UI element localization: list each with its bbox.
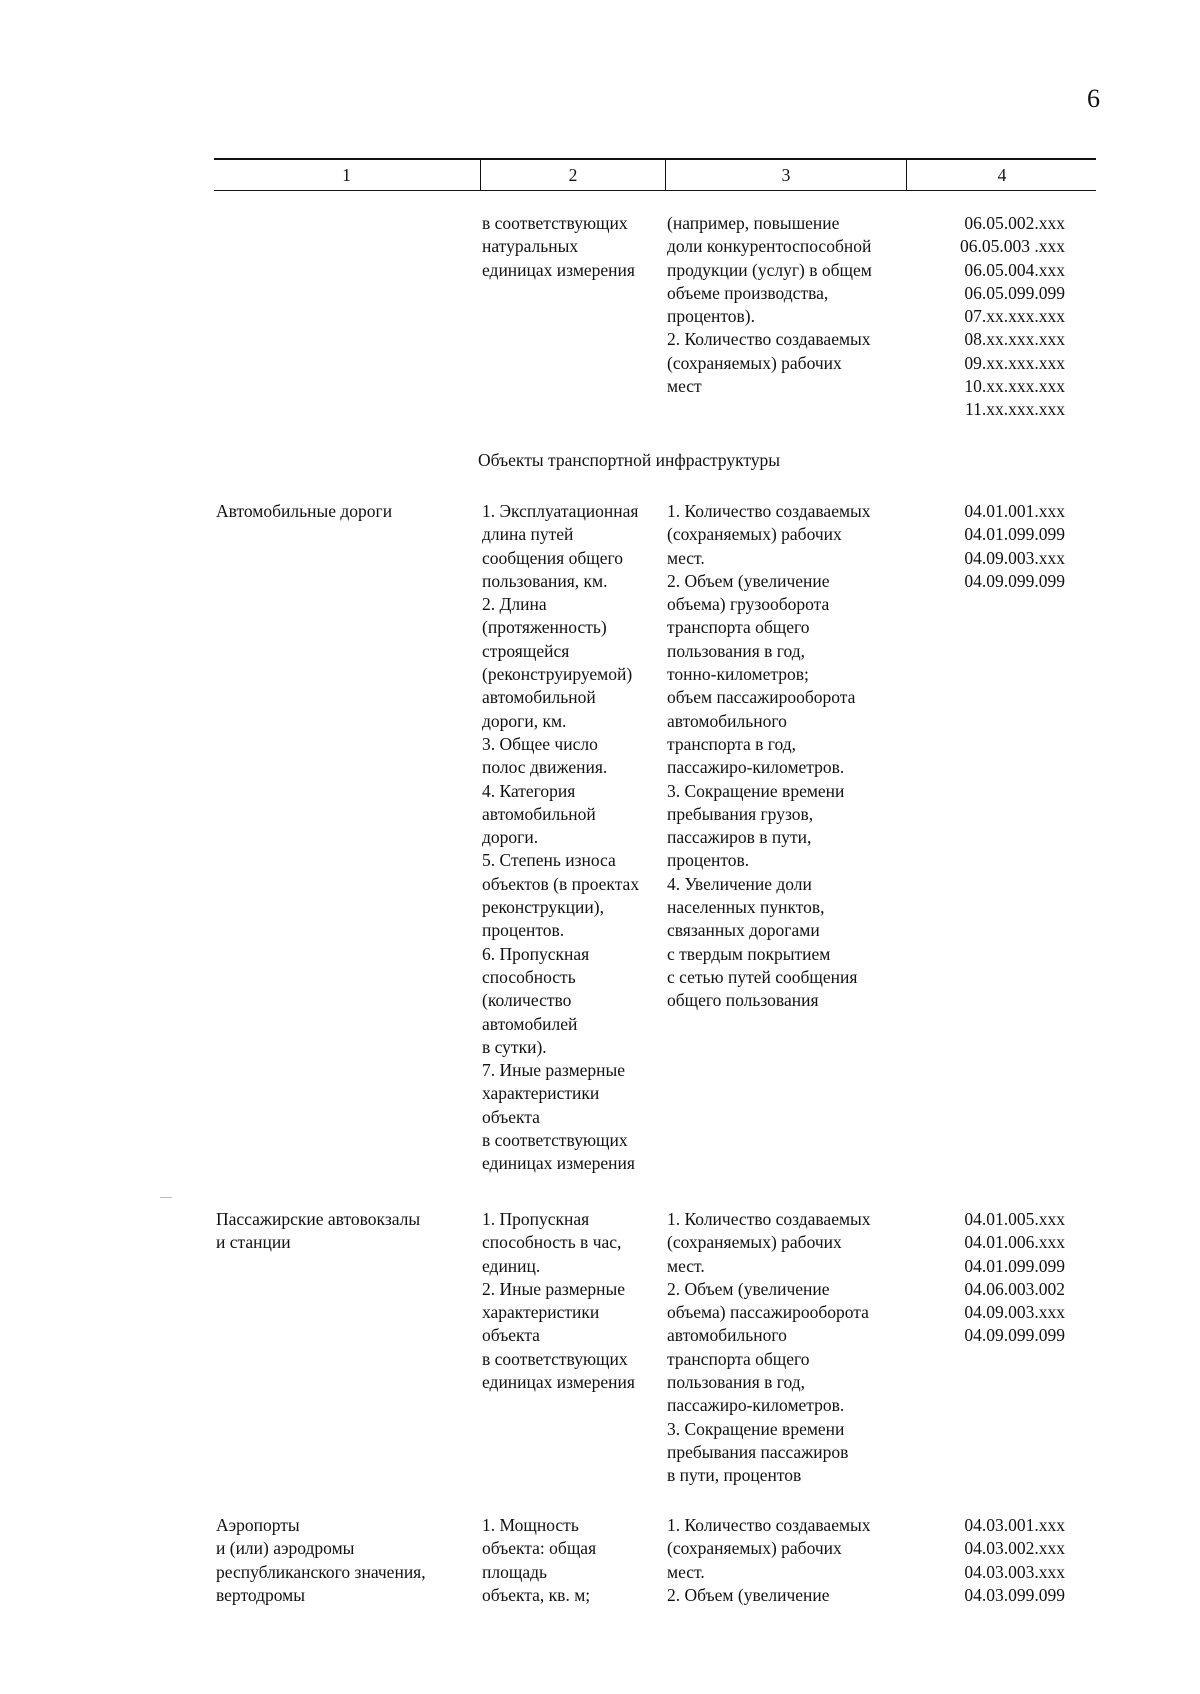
text-line: (протяженность) — [482, 617, 607, 638]
roads-object-type — [216, 500, 466, 523]
roads-effects — [667, 500, 907, 1013]
text-line: дороги. — [482, 827, 539, 848]
text-line: дороги, км. — [482, 710, 567, 731]
text-line: (количество — [482, 990, 572, 1011]
text-line: связанных дорогами — [667, 920, 820, 941]
text-line: 04.03.003.xxx — [964, 1561, 1065, 1582]
text-line: 2. Объем (увеличение — [667, 570, 830, 591]
text-line: 2. Объем (увеличение — [667, 1278, 830, 1299]
text-line: 04.09.003.xxx — [964, 547, 1065, 568]
text-line: мест. — [667, 1255, 705, 1276]
text-line: пассажиро-километров. — [667, 757, 845, 778]
text-line: транспорта в год, — [667, 733, 797, 754]
text-line: в соответствующих — [482, 213, 628, 233]
airports-codes — [915, 1514, 1065, 1607]
airports-object-type — [216, 1514, 466, 1607]
text-line: длина путей — [482, 524, 574, 545]
text-line: объекта: общая — [482, 1538, 597, 1559]
text-line: 7. Иные размерные — [482, 1060, 626, 1081]
text-line: пассажиров в пути, — [667, 827, 812, 848]
stations-object-type — [216, 1208, 466, 1255]
stations-effects — [667, 1208, 907, 1488]
text-line: автомобильной — [482, 687, 596, 708]
text-line: 1. Эксплуатационная — [482, 501, 639, 521]
text-line: доли конкурентоспособной — [667, 236, 872, 257]
stations-codes — [915, 1208, 1065, 1348]
text-line: 3. Сокращение времени — [667, 1418, 845, 1439]
text-line: населенных пунктов, — [667, 897, 825, 918]
text-line: объектов (в проектах — [482, 873, 640, 894]
text-line: способность в час, — [482, 1232, 622, 1253]
text-line: объекта — [482, 1106, 540, 1127]
top-block-col2 — [482, 212, 667, 282]
text-line: 04.01.006.xxx — [964, 1232, 1065, 1253]
page-number: 6 — [1087, 84, 1100, 113]
text-line: процентов). — [667, 306, 755, 327]
text-line: 04.03.002.xxx — [964, 1538, 1065, 1559]
text-line: 06.05.003 .xxx — [960, 236, 1065, 257]
text-line: единицах измерения — [482, 259, 635, 280]
text-line: единицах измерения — [482, 1372, 635, 1393]
text-line: пребывания грузов, — [667, 803, 814, 824]
text-line: пользования в год, — [667, 1372, 806, 1393]
text-line: 09.xx.xxx.xxx — [964, 352, 1065, 373]
text-line: 2. Объем (увеличение — [667, 1584, 830, 1605]
text-line: 5. Степень износа — [482, 850, 616, 871]
text-line: (сохраняемых) рабочих — [667, 1538, 842, 1559]
text-line: республиканского значения, — [216, 1561, 426, 1582]
text-line: Автомобильные дороги — [216, 501, 393, 521]
text-line: с твердым покрытием — [667, 943, 831, 964]
text-line: в соответствующих — [482, 1348, 628, 1369]
text-line: автомобилей — [482, 1013, 578, 1034]
text-line: объем пассажирооборота — [667, 687, 856, 708]
text-line: 04.06.003.002 — [964, 1278, 1065, 1299]
text-line: натуральных — [482, 236, 579, 257]
text-line: вертодромы — [216, 1584, 306, 1605]
text-line: автомобильной — [482, 803, 596, 824]
text-line: 08.xx.xxx.xxx — [964, 329, 1065, 350]
roads-codes — [915, 500, 1065, 593]
text-line: 4. Увеличение доли — [667, 873, 812, 894]
text-line: объема) пассажирооборота — [667, 1302, 869, 1323]
text-line: процентов. — [482, 920, 565, 941]
header-col-4: 4 — [906, 160, 1097, 190]
text-line: 1. Мощность — [482, 1515, 579, 1535]
text-line: (сохраняемых) рабочих — [667, 352, 842, 373]
text-line: пользования в год, — [667, 640, 806, 661]
text-line: 2. Длина — [482, 594, 547, 615]
text-line: (сохраняемых) рабочих — [667, 524, 842, 545]
text-line: 3. Сокращение времени — [667, 780, 845, 801]
text-line: 04.09.099.099 — [964, 570, 1065, 591]
text-line: 04.09.099.099 — [964, 1325, 1065, 1346]
text-line: процентов. — [667, 850, 750, 871]
text-line: площадь — [482, 1561, 547, 1582]
text-line: единиц. — [482, 1255, 541, 1276]
text-line: Аэропорты — [216, 1515, 300, 1535]
text-line: пассажиро-километров. — [667, 1395, 845, 1416]
text-line: с сетью путей сообщения — [667, 966, 858, 987]
text-line: мест — [667, 376, 702, 397]
text-line: 3. Общее число — [482, 733, 598, 754]
text-line: 1. Пропускная — [482, 1209, 590, 1229]
text-line: объеме производства, — [667, 282, 829, 303]
section-title: Объекты транспортной инфраструктуры — [478, 450, 781, 470]
text-line: единицах измерения — [482, 1153, 635, 1174]
text-line: характеристики — [482, 1302, 600, 1323]
text-line: Пассажирские автовокзалы — [216, 1209, 421, 1229]
text-line: 1. Количество создаваемых — [667, 1515, 871, 1535]
text-line: и (или) аэродромы — [216, 1538, 355, 1559]
text-line: 04.01.005.xxx — [964, 1209, 1065, 1229]
header-col-2: 2 — [480, 160, 665, 190]
text-line: в соответствующих — [482, 1130, 628, 1151]
text-line: полос движения. — [482, 757, 608, 778]
text-line: 10.xx.xxx.xxx — [964, 376, 1065, 397]
text-line: 6. Пропускная — [482, 943, 590, 964]
text-line: (например, повышение — [667, 213, 840, 233]
text-line: строящейся — [482, 640, 570, 661]
text-line: характеристики — [482, 1083, 600, 1104]
text-line: 04.09.003.xxx — [964, 1302, 1065, 1323]
text-line: в пути, процентов — [667, 1465, 802, 1486]
table-header — [214, 158, 1096, 191]
header-col-1: 1 — [342, 165, 351, 185]
text-line: 11.xx.xxx.xxx — [965, 399, 1065, 420]
text-line: способность — [482, 966, 576, 987]
text-line: 1. Количество создаваемых — [667, 1209, 871, 1229]
text-line: 04.03.099.099 — [964, 1584, 1065, 1605]
text-line: объекта — [482, 1325, 540, 1346]
text-line: 04.01.099.099 — [964, 524, 1065, 545]
text-line: 4. Категория — [482, 780, 576, 801]
margin-mark — [160, 1197, 172, 1198]
text-line: 07.xx.xxx.xxx — [964, 306, 1065, 327]
text-line: (реконструируемой) — [482, 664, 633, 685]
text-line: сообщения общего — [482, 547, 623, 568]
text-line: 2. Иные размерные — [482, 1278, 626, 1299]
text-line: объема) грузооборота — [667, 594, 830, 615]
text-line: тонно-километров; — [667, 664, 809, 685]
text-line: 04.01.099.099 — [964, 1255, 1065, 1276]
text-line: 06.05.002.xxx — [964, 213, 1065, 233]
text-line: объекта, кв. м; — [482, 1584, 591, 1605]
text-line: 1. Количество создаваемых — [667, 501, 871, 521]
text-line: продукции (услуг) в общем — [667, 259, 872, 280]
text-line: реконструкции), — [482, 897, 604, 918]
text-line: общего пользования — [667, 990, 819, 1011]
text-line: пребывания пассажиров — [667, 1441, 849, 1462]
text-line: (сохраняемых) рабочих — [667, 1232, 842, 1253]
text-line: автомобильного — [667, 1325, 787, 1346]
text-line: 06.05.099.099 — [964, 282, 1065, 303]
roads-characteristics — [482, 500, 667, 1176]
airports-characteristics — [482, 1514, 667, 1607]
stations-characteristics — [482, 1208, 667, 1394]
text-line: 04.03.001.xxx — [964, 1515, 1065, 1535]
text-line: мест. — [667, 547, 705, 568]
airports-effects — [667, 1514, 907, 1607]
header-col-3: 3 — [665, 160, 906, 190]
text-line: мест. — [667, 1561, 705, 1582]
text-line: транспорта общего — [667, 1348, 810, 1369]
text-line: 06.05.004.xxx — [964, 259, 1065, 280]
text-line: автомобильного — [667, 710, 787, 731]
text-line: в сутки). — [482, 1036, 547, 1057]
text-line: 2. Количество создаваемых — [667, 329, 871, 350]
text-line: 04.01.001.xxx — [964, 501, 1065, 521]
text-line: транспорта общего — [667, 617, 810, 638]
top-block-col3 — [667, 212, 907, 398]
text-line: пользования, км. — [482, 570, 608, 591]
top-block-col4 — [915, 212, 1065, 422]
text-line: и станции — [216, 1232, 291, 1253]
